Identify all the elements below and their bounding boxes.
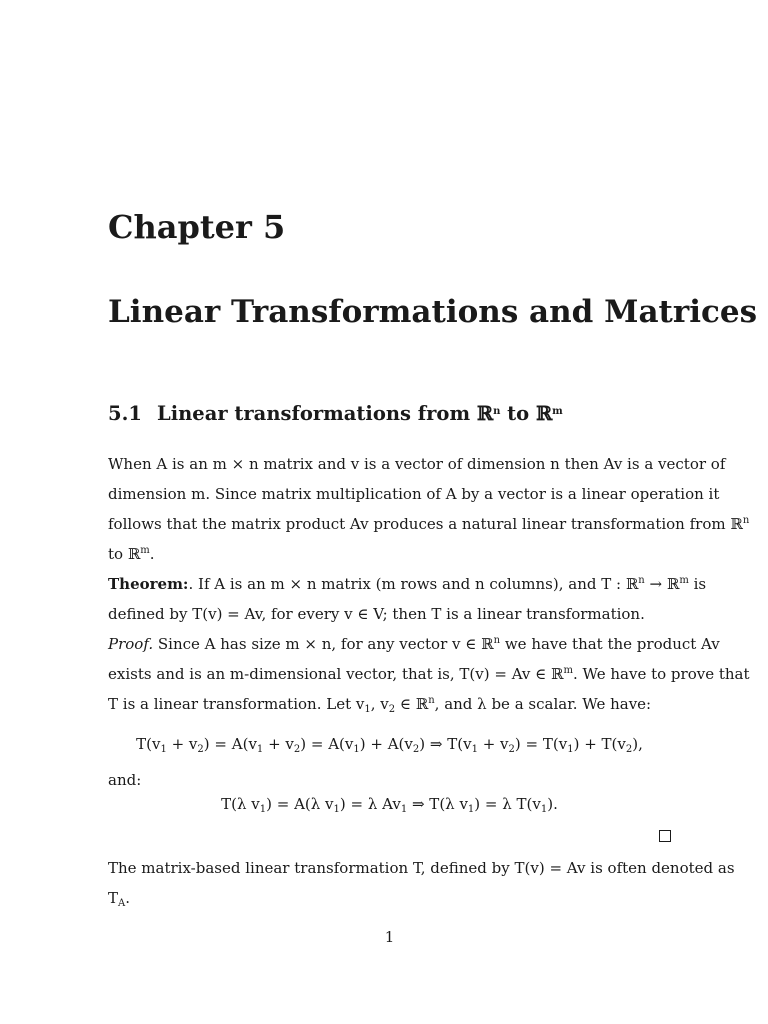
intro-line-3-sup: n	[742, 515, 750, 526]
section-heading	[108, 402, 563, 425]
proof-line-3-c: ∈ ℝ	[395, 695, 429, 713]
intro-line-4-sup: m	[140, 545, 150, 556]
section-title-pre: Linear transformations from ℝ	[157, 402, 494, 425]
proof-line-3-sub-2: 2	[388, 704, 396, 715]
chapter-label: Chapter 5	[108, 208, 286, 246]
intro-line-4	[108, 544, 671, 567]
theorem-line-1	[108, 574, 707, 597]
intro-line-3-text: follows that the matrix product Av produces a natural linear transformation from ℝ	[108, 515, 743, 533]
theorem-sup-1: n	[638, 575, 645, 586]
proof-label: Proof.	[108, 635, 154, 653]
theorem-line-1-b: → ℝ	[644, 575, 680, 593]
proof-line-3-b: , v	[370, 695, 389, 713]
proof-line-3-sup: n	[428, 695, 435, 706]
proof-line-2-a: exists and is an m-dimensional vector, that is, T(v) = Av ∈ ℝ	[108, 665, 564, 683]
section-number: 5.1	[108, 402, 142, 425]
closing-line-2-sub: A	[118, 898, 126, 909]
chapter-title: Linear Transformations and Matrices	[108, 294, 758, 330]
intro-line-2: dimension m. Since matrix multiplication of A by a vector is a linear operation it	[108, 485, 720, 503]
page	[108, 0, 758, 1024]
theorem-line-2: defined by T(v) = Av, for every v ∈ V; then T is a linear transformation.	[108, 605, 645, 623]
closing-line-1: The matrix-based linear transformation T, defined by T(v) = Av is often denoted as	[108, 859, 735, 877]
proof-line-3-sub-1: 1	[364, 704, 371, 715]
proof-line-3-a: T is a linear transformation. Let v	[108, 695, 365, 713]
intro-line-1: When A is an m × n matrix and v is a vector of dimension n then Av is a vector of	[108, 455, 726, 473]
theorem-line-1-a: . If A is an m × n matrix (m rows and n columns), and T : ℝ	[188, 575, 639, 593]
proof-line-1	[108, 634, 720, 657]
closing-line-2	[108, 888, 671, 911]
intro-line-4-end: .	[149, 545, 155, 563]
proof-line-2-b: . We have to prove that	[573, 665, 750, 683]
equation-homogeneity: T(λ $v_1) = A(\lambda$ $v_1) = \lambda$ $Av_1$ ⇒ T(λ $v_1) = \lambda$ $T(v_1)$.	[221, 795, 558, 815]
proof-line-3	[108, 694, 671, 717]
intro-line-3	[108, 514, 750, 537]
and-label: and:	[108, 771, 142, 789]
theorem-line-1-c: is	[688, 575, 707, 593]
theorem-label: Theorem:	[108, 575, 189, 593]
page-number: 1	[384, 928, 395, 946]
intro-line-4-text: to ℝ	[108, 545, 141, 563]
proof-line-1-sup: n	[493, 635, 501, 646]
proof-line-2	[108, 664, 750, 687]
equation-additivity: $T(v_1 + v_2) = A(v_1 + v_2) = A(v_1) + A(v_2)$ ⇒ $T(v_1 + v_2) = T(v_1) + T(v_2)$,	[136, 735, 643, 755]
proof-line-3-d: , and λ be a scalar. We have:	[434, 695, 652, 713]
qed-square-icon	[659, 830, 671, 842]
proof-line-1-b: we have that the product Av	[500, 635, 720, 653]
closing-line-2-a: T	[108, 889, 119, 907]
closing-line-2-b: .	[125, 889, 131, 907]
proof-line-2-sup: m	[563, 665, 573, 676]
theorem-sup-2: m	[679, 575, 689, 586]
section-sup-n: n	[493, 406, 501, 417]
section-sup-m: m	[552, 406, 563, 417]
proof-line-1-a: Since A has size m × n, for any vector v ∈ ℝ	[153, 635, 494, 653]
section-title-mid: to ℝ	[500, 402, 553, 425]
